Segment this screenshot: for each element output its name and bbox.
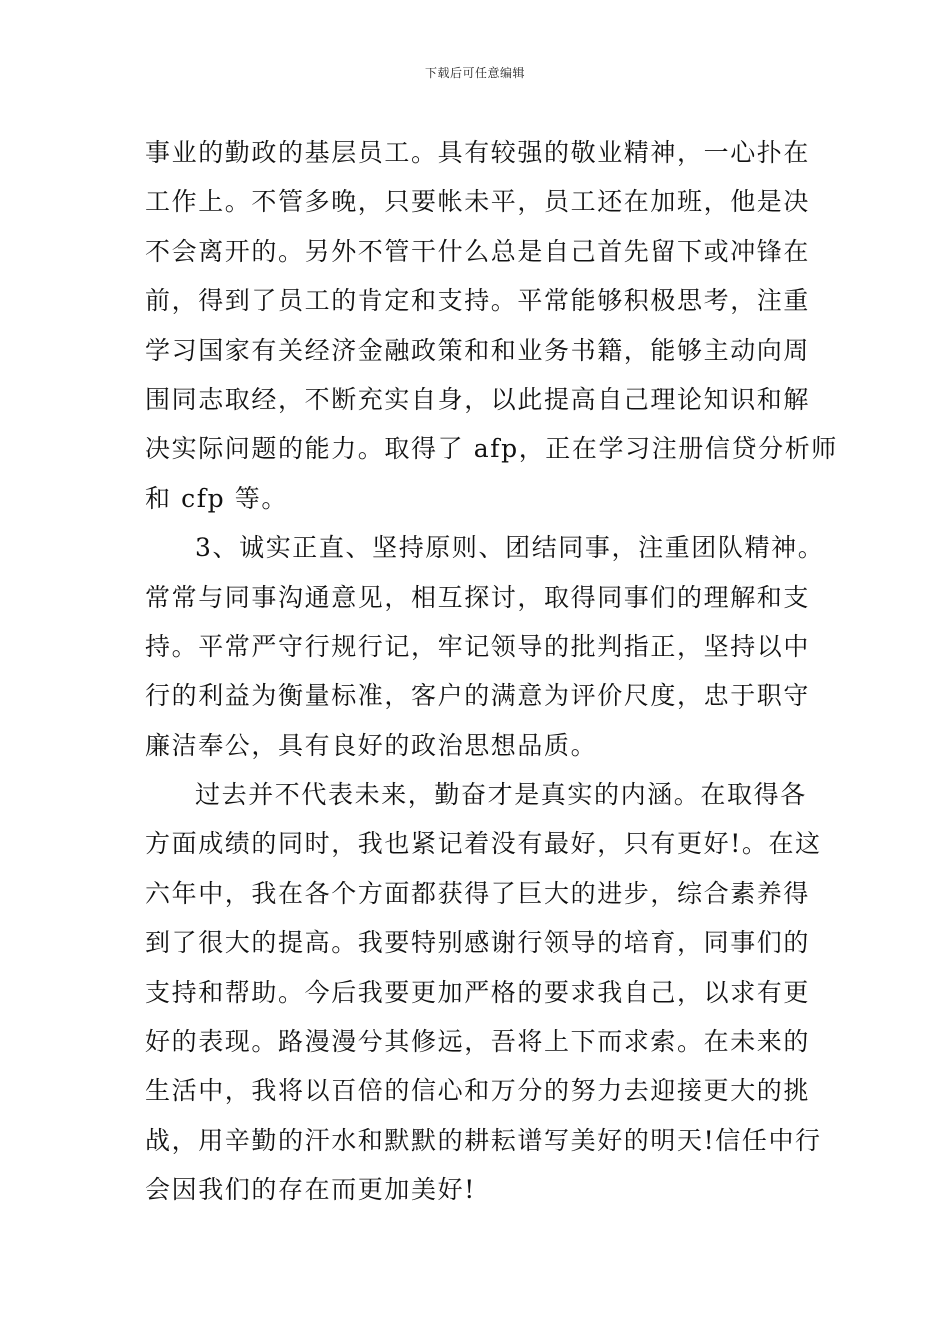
paragraph-integrity [145,523,825,770]
text-line: 战，用辛勤的汗水和默默的耕耘谱写美好的明天!信任中行 [145,1125,822,1155]
text-line: 事业的勤政的基层员工。具有较强的敬业精神，一心扑在 [145,138,811,167]
text-line: 生活中，我将以百倍的信心和万分的努力去迎接更大的挑 [145,1076,811,1106]
text-line: 持。平常严守行规行记，牢记领导的批判指正，坚持以中 [145,631,811,661]
document-body [145,128,838,1215]
text-line: 六年中，我在各个方面都获得了巨大的进步，综合素养得 [145,878,811,908]
text-line: 到了很大的提高。我要特别感谢行领导的培育，同事们的 [145,928,811,958]
text-line: 决实际问题的能力。取得了 afp，正在学习注册信贷分析师 [145,434,838,464]
text-line-first: 3、诚实正直、坚持原则、团结同事，注重团队精神。 [195,533,825,563]
text-line: 和 cfp 等。 [145,483,288,513]
paragraph-conclusion [145,770,822,1215]
text-line: 学习国家有关经济金融政策和和业务书籍，能够主动向周 [145,335,811,365]
text-line: 行的利益为衡量标准，客户的满意为评价尺度，忠于职守 [145,681,811,711]
text-line: 工作上。不管多晚，只要帐未平，员工还在加班，他是决 [145,187,811,217]
text-line: 会因我们的存在而更加美好! [145,1175,476,1205]
text-line: 不会离开的。另外不管干什么总是自己首先留下或冲锋在 [145,236,811,266]
text-line: 前，得到了员工的肯定和支持。平常能够积极思考，注重 [145,286,811,316]
text-line: 好的表现。路漫漫兮其修远，吾将上下而求索。在未来的 [145,1027,811,1057]
paragraph-continuation [145,128,838,523]
text-line-first: 过去并不代表未来，勤奋才是真实的内涵。在取得各 [195,780,807,810]
page-header: 下载后可任意编辑 [424,66,525,80]
text-line: 方面成绩的同时，我也紧记着没有最好，只有更好!。在这 [145,829,822,859]
text-line: 围同志取经，不断充实自身，以此提高自己理论知识和解 [145,384,811,414]
text-line: 常常与同事沟通意见，相互探讨，取得同事们的理解和支 [145,582,811,612]
text-line: 支持和帮助。今后我要更加严格的要求我自己，以求有更 [145,977,811,1007]
text-line: 廉洁奉公，具有良好的政治思想品质。 [145,730,598,760]
